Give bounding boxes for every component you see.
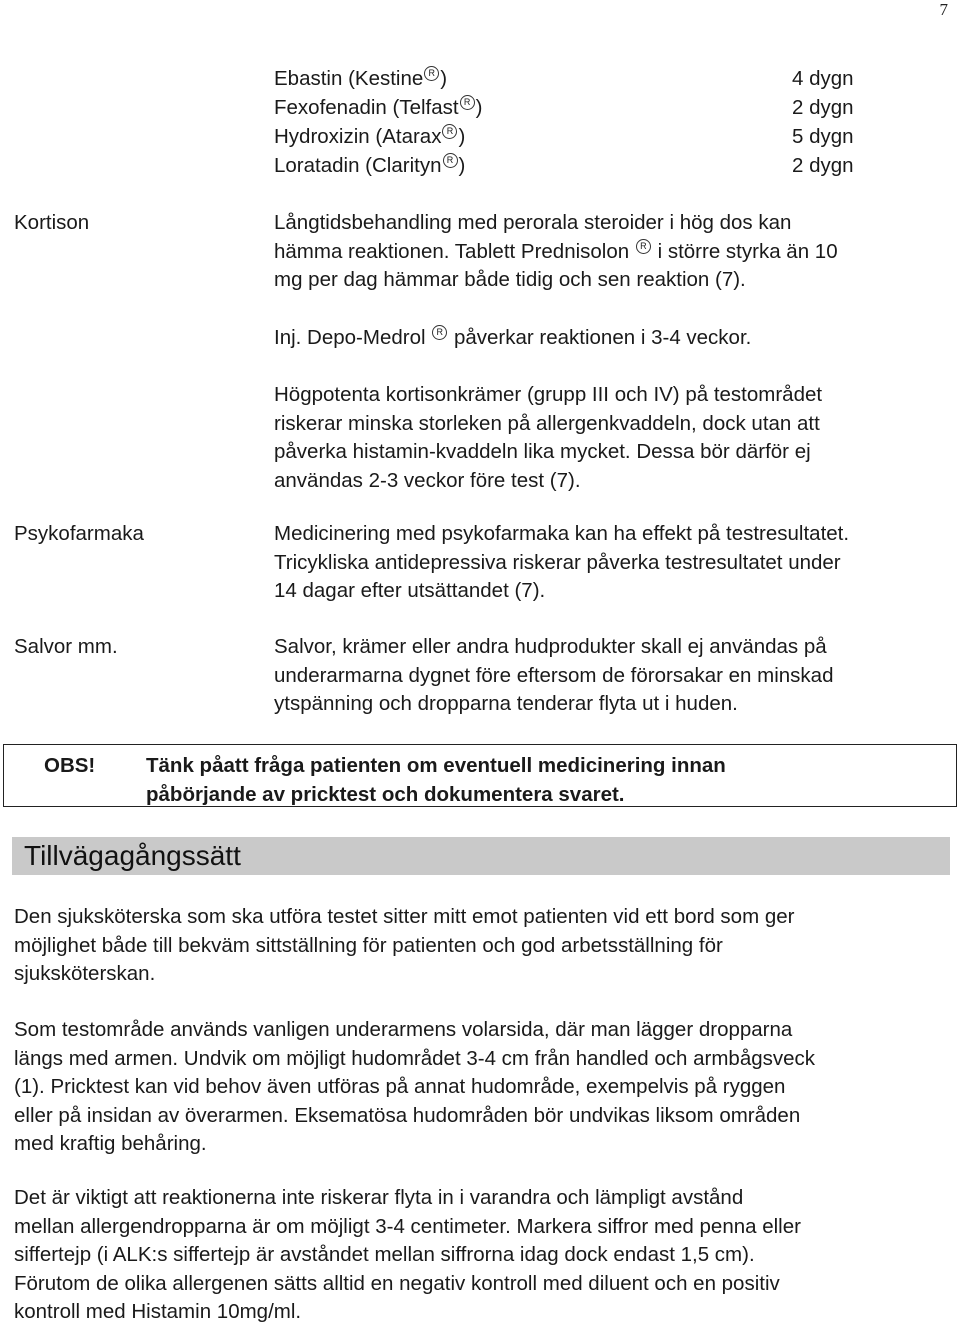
section-paragraph-2: Som testområde används vanligen underarmens volarsida, där man lägger dropparna längs med armen. Undvik om möjligt hudområdet 3-4 cm från handled och armbågsveck (1). Pricktest kan vid behov även utföras på annat hudområde, exempelvis på ryggen eller på insidan av överarmen. Eksematösa hudområden bör undvikas liksom områden med kraftig behåring.: [14, 1018, 816, 1155]
drug-name: Loratadin (Clarityn: [274, 154, 442, 177]
kortison-injection: Inj. Depo-Medrol R påverkar reaktionen i 3-4 veckor.: [274, 326, 752, 349]
drug-days: 2 dygn: [792, 154, 854, 177]
drug-days: 5 dygn: [792, 125, 854, 148]
psykofarmaka-paragraph: Medicinering med psykofarmaka kan ha effekt på testresultatet. Tricykliska antidepressiva riskerar påverka testresultatet under 14 dagar efter utsättandet (7).: [274, 522, 850, 602]
drug-name: Hydroxizin (Atarax: [274, 125, 442, 148]
registered-mark-icon: R: [424, 66, 439, 81]
obs-label: OBS!: [44, 754, 96, 777]
antihistamine-row: Loratadin (Clarityn R ) 2 dygn: [274, 152, 874, 181]
kortison-paragraph-3: Högpotenta kortisonkrämer (grupp III och IV) på testområdet riskerar minska storleken på allergenkvaddeln, dock utan att påverka histamin-kvaddeln lika mycket. Dessa bör därför ej användas 2-3 veckor före test (7).: [274, 383, 823, 492]
obs-text: Tänk påatt fråga patienten om eventuell medicinering innan påbörjande av pricktest och dokumentera svaret.: [146, 754, 726, 806]
antihistamine-row: Ebastin (Kestine R ) 4 dygn: [274, 65, 874, 94]
registered-mark-icon: R: [443, 153, 458, 168]
drug-days: 2 dygn: [792, 96, 854, 119]
psykofarmaka-label: Psykofarmaka: [14, 522, 144, 545]
antihistamine-row: Hydroxizin (Atarax R ) 5 dygn: [274, 123, 874, 152]
salvor-paragraph: Salvor, krämer eller andra hudprodukter skall ej användas på underarmarna dygnet före eftersom de förorsakar en minskad ytspänning och dropparna tenderar flyta ut i huden.: [274, 635, 834, 715]
antihistamine-list: [274, 65, 874, 181]
drug-days: 4 dygn: [792, 67, 854, 90]
drug-name: Ebastin (Kestine: [274, 67, 424, 90]
page-number: 7: [939, 0, 948, 19]
section-heading-bar: [12, 837, 950, 875]
section-title: Tillvägagångssätt: [24, 840, 241, 871]
kortison-paragraph-1: Långtidsbehandling med perorala steroider i hög dos kan hämma reaktionen. Tablett Prednisolon R i större styrka än 10 mg per dag hämmar både tidig och sen reaktion (7).: [274, 211, 838, 291]
registered-mark-icon: R: [442, 124, 457, 139]
drug-name: Fexofenadin (Telfast: [274, 96, 459, 119]
kortison-label: Kortison: [14, 211, 90, 234]
obs-notice-box: [3, 744, 957, 807]
salvor-label: Salvor mm.: [14, 635, 118, 658]
antihistamine-row: Fexofenadin (Telfast R ) 2 dygn: [274, 94, 874, 123]
section-paragraph-1: Den sjuksköterska som ska utföra testet sitter mitt emot patienten vid ett bord som ger möjlighet både till bekväm sittställning för patienten och god arbetsställning för sjuksköterskan.: [14, 905, 795, 985]
registered-mark-icon: R: [460, 95, 475, 110]
registered-mark-icon: R: [636, 239, 651, 254]
registered-mark-icon: R: [432, 325, 447, 340]
section-paragraph-3: Det är viktigt att reaktionerna inte riskerar flyta in i varandra och lämpligt avstånd mellan allergendropparna är om möjligt 3-4 centimeter. Markera siffror med penna eller siffertejp (i ALK:s siffertejp är avståndet mellan siffrorna idag dock endast 1,5 cm). Förutom de olika allergenen sätts alltid en negativ kontroll med diluent och en positiv kontroll med Histamin 10mg/ml.: [14, 1186, 801, 1323]
